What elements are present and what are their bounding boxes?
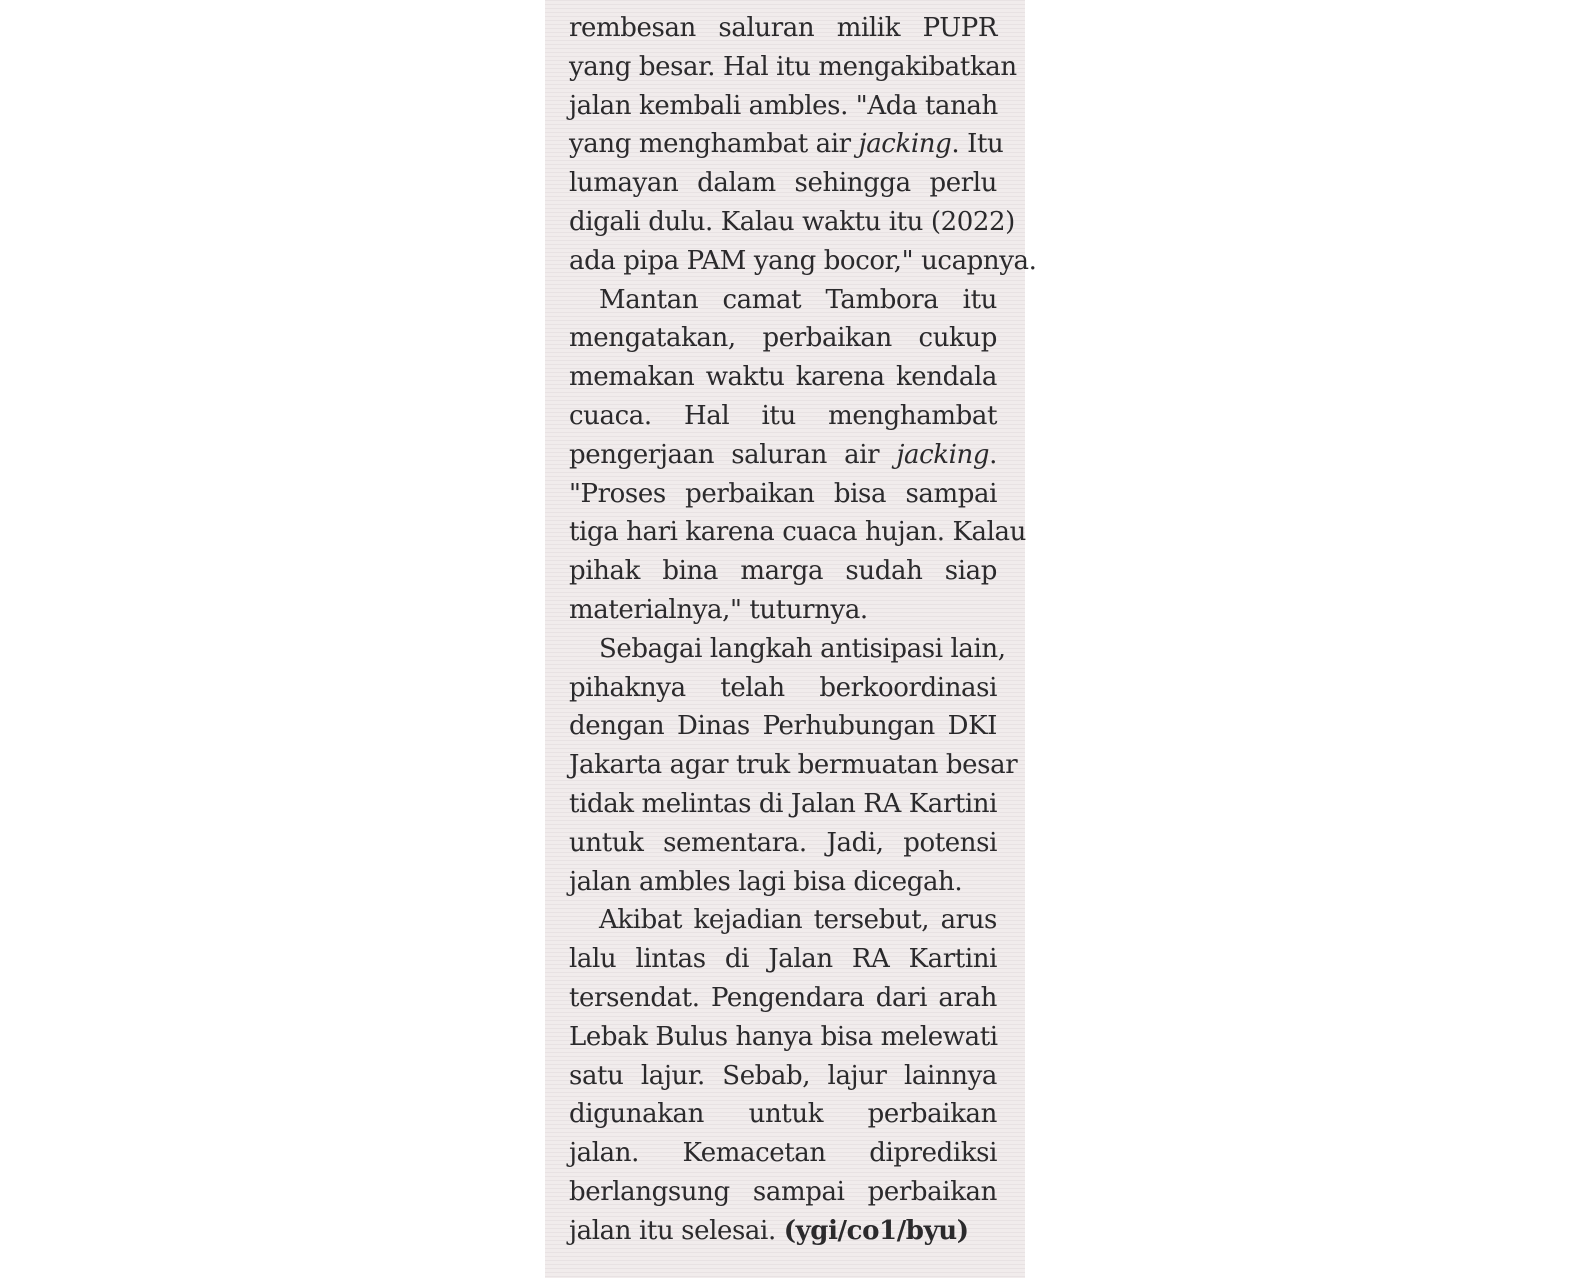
article-line	[569, 746, 1018, 785]
line-text: jalan kembali ambles. "Ada tanah	[569, 90, 998, 121]
italic-term: jacking	[858, 129, 952, 160]
line-text: cuaca. Hal itu menghambat	[569, 400, 997, 431]
line-text: Akibat kejadian tersebut, arus	[599, 905, 997, 936]
article-line	[569, 242, 1037, 281]
line-text: untuk sementara. Jadi, potensi	[569, 827, 997, 858]
line-text: lumayan dalam sehingga perlu	[569, 168, 997, 199]
article-line	[569, 901, 997, 940]
line-text: . Itu	[951, 129, 1004, 160]
article-line	[569, 1212, 997, 1251]
article-line	[569, 591, 997, 630]
italic-term: jacking	[896, 439, 990, 470]
author-initials: (ygi/co1/byu)	[783, 1215, 969, 1246]
line-text: berlangsung sampai perbaikan	[569, 1176, 997, 1207]
line-text: digunakan untuk perbaikan	[569, 1099, 997, 1130]
article-line	[569, 630, 1006, 669]
article-line	[569, 707, 997, 746]
line-text: jalan ambles lagi bisa dicegah.	[569, 866, 963, 897]
newspaper-clipping	[545, 0, 1037, 1278]
line-text: pengerjaan saluran air	[569, 439, 897, 470]
line-text: yang menghambat air	[569, 129, 859, 160]
line-text: materialnya," tuturnya.	[569, 594, 868, 625]
article-line	[569, 863, 997, 902]
article-line	[569, 513, 1026, 552]
article-line	[569, 979, 997, 1018]
article-line	[569, 9, 997, 48]
line-text: jalan itu selesai.	[569, 1215, 784, 1246]
line-text: jalan. Kemacetan diprediksi	[569, 1138, 997, 1169]
article-line	[569, 1173, 997, 1212]
article-line	[569, 164, 997, 203]
line-text: Jakarta agar truk bermuatan besar	[569, 750, 1018, 781]
article-line	[569, 1018, 997, 1057]
article-line	[569, 203, 1015, 242]
line-text: lalu lintas di Jalan RA Kartini	[569, 944, 997, 975]
line-text: tidak melintas di Jalan RA Kartini	[569, 788, 998, 819]
article-line	[569, 87, 997, 126]
article-line	[569, 1095, 997, 1134]
article-line	[569, 1057, 997, 1096]
article-line	[569, 281, 997, 320]
line-text: "Proses perbaikan bisa sampai	[569, 478, 997, 509]
line-text: tersendat. Pengendara dari arah	[569, 982, 997, 1013]
article-body	[569, 9, 1037, 1251]
line-text: yang besar. Hal itu mengakibatkan	[569, 51, 1017, 82]
article-line	[569, 436, 997, 475]
line-text: tiga hari karena cuaca hujan. Kalau	[569, 517, 1026, 548]
line-text: pihaknya telah berkoordinasi	[569, 672, 997, 703]
line-text: Sebagai langkah antisipasi lain,	[599, 633, 1006, 664]
article-line	[569, 125, 1004, 164]
article-line	[569, 824, 997, 863]
line-text: satu lajur. Sebab, lajur lainnya	[569, 1060, 997, 1091]
line-text: mengatakan, perbaikan cukup	[569, 323, 997, 354]
line-text: memakan waktu karena kendala	[569, 362, 997, 393]
line-text: digali dulu. Kalau waktu itu (2022)	[569, 206, 1015, 237]
line-text: Lebak Bulus hanya bisa melewati	[569, 1021, 998, 1052]
line-text: pihak bina marga sudah siap	[569, 556, 997, 587]
article-line	[569, 785, 997, 824]
article-line	[569, 475, 997, 514]
line-text: rembesan saluran milik PUPR	[569, 13, 997, 43]
line-text: ada pipa PAM yang bocor," ucapnya.	[569, 245, 1037, 276]
article-line	[569, 1134, 997, 1173]
article-line	[569, 319, 997, 358]
article-line	[569, 669, 997, 708]
article-line	[569, 358, 997, 397]
article-line	[569, 552, 997, 591]
article-line	[569, 48, 1017, 87]
article-line	[569, 397, 997, 436]
line-text: dengan Dinas Perhubungan DKI	[569, 711, 997, 742]
line-text: .	[989, 439, 997, 470]
article-line	[569, 940, 997, 979]
line-text: Mantan camat Tambora itu	[599, 284, 997, 315]
